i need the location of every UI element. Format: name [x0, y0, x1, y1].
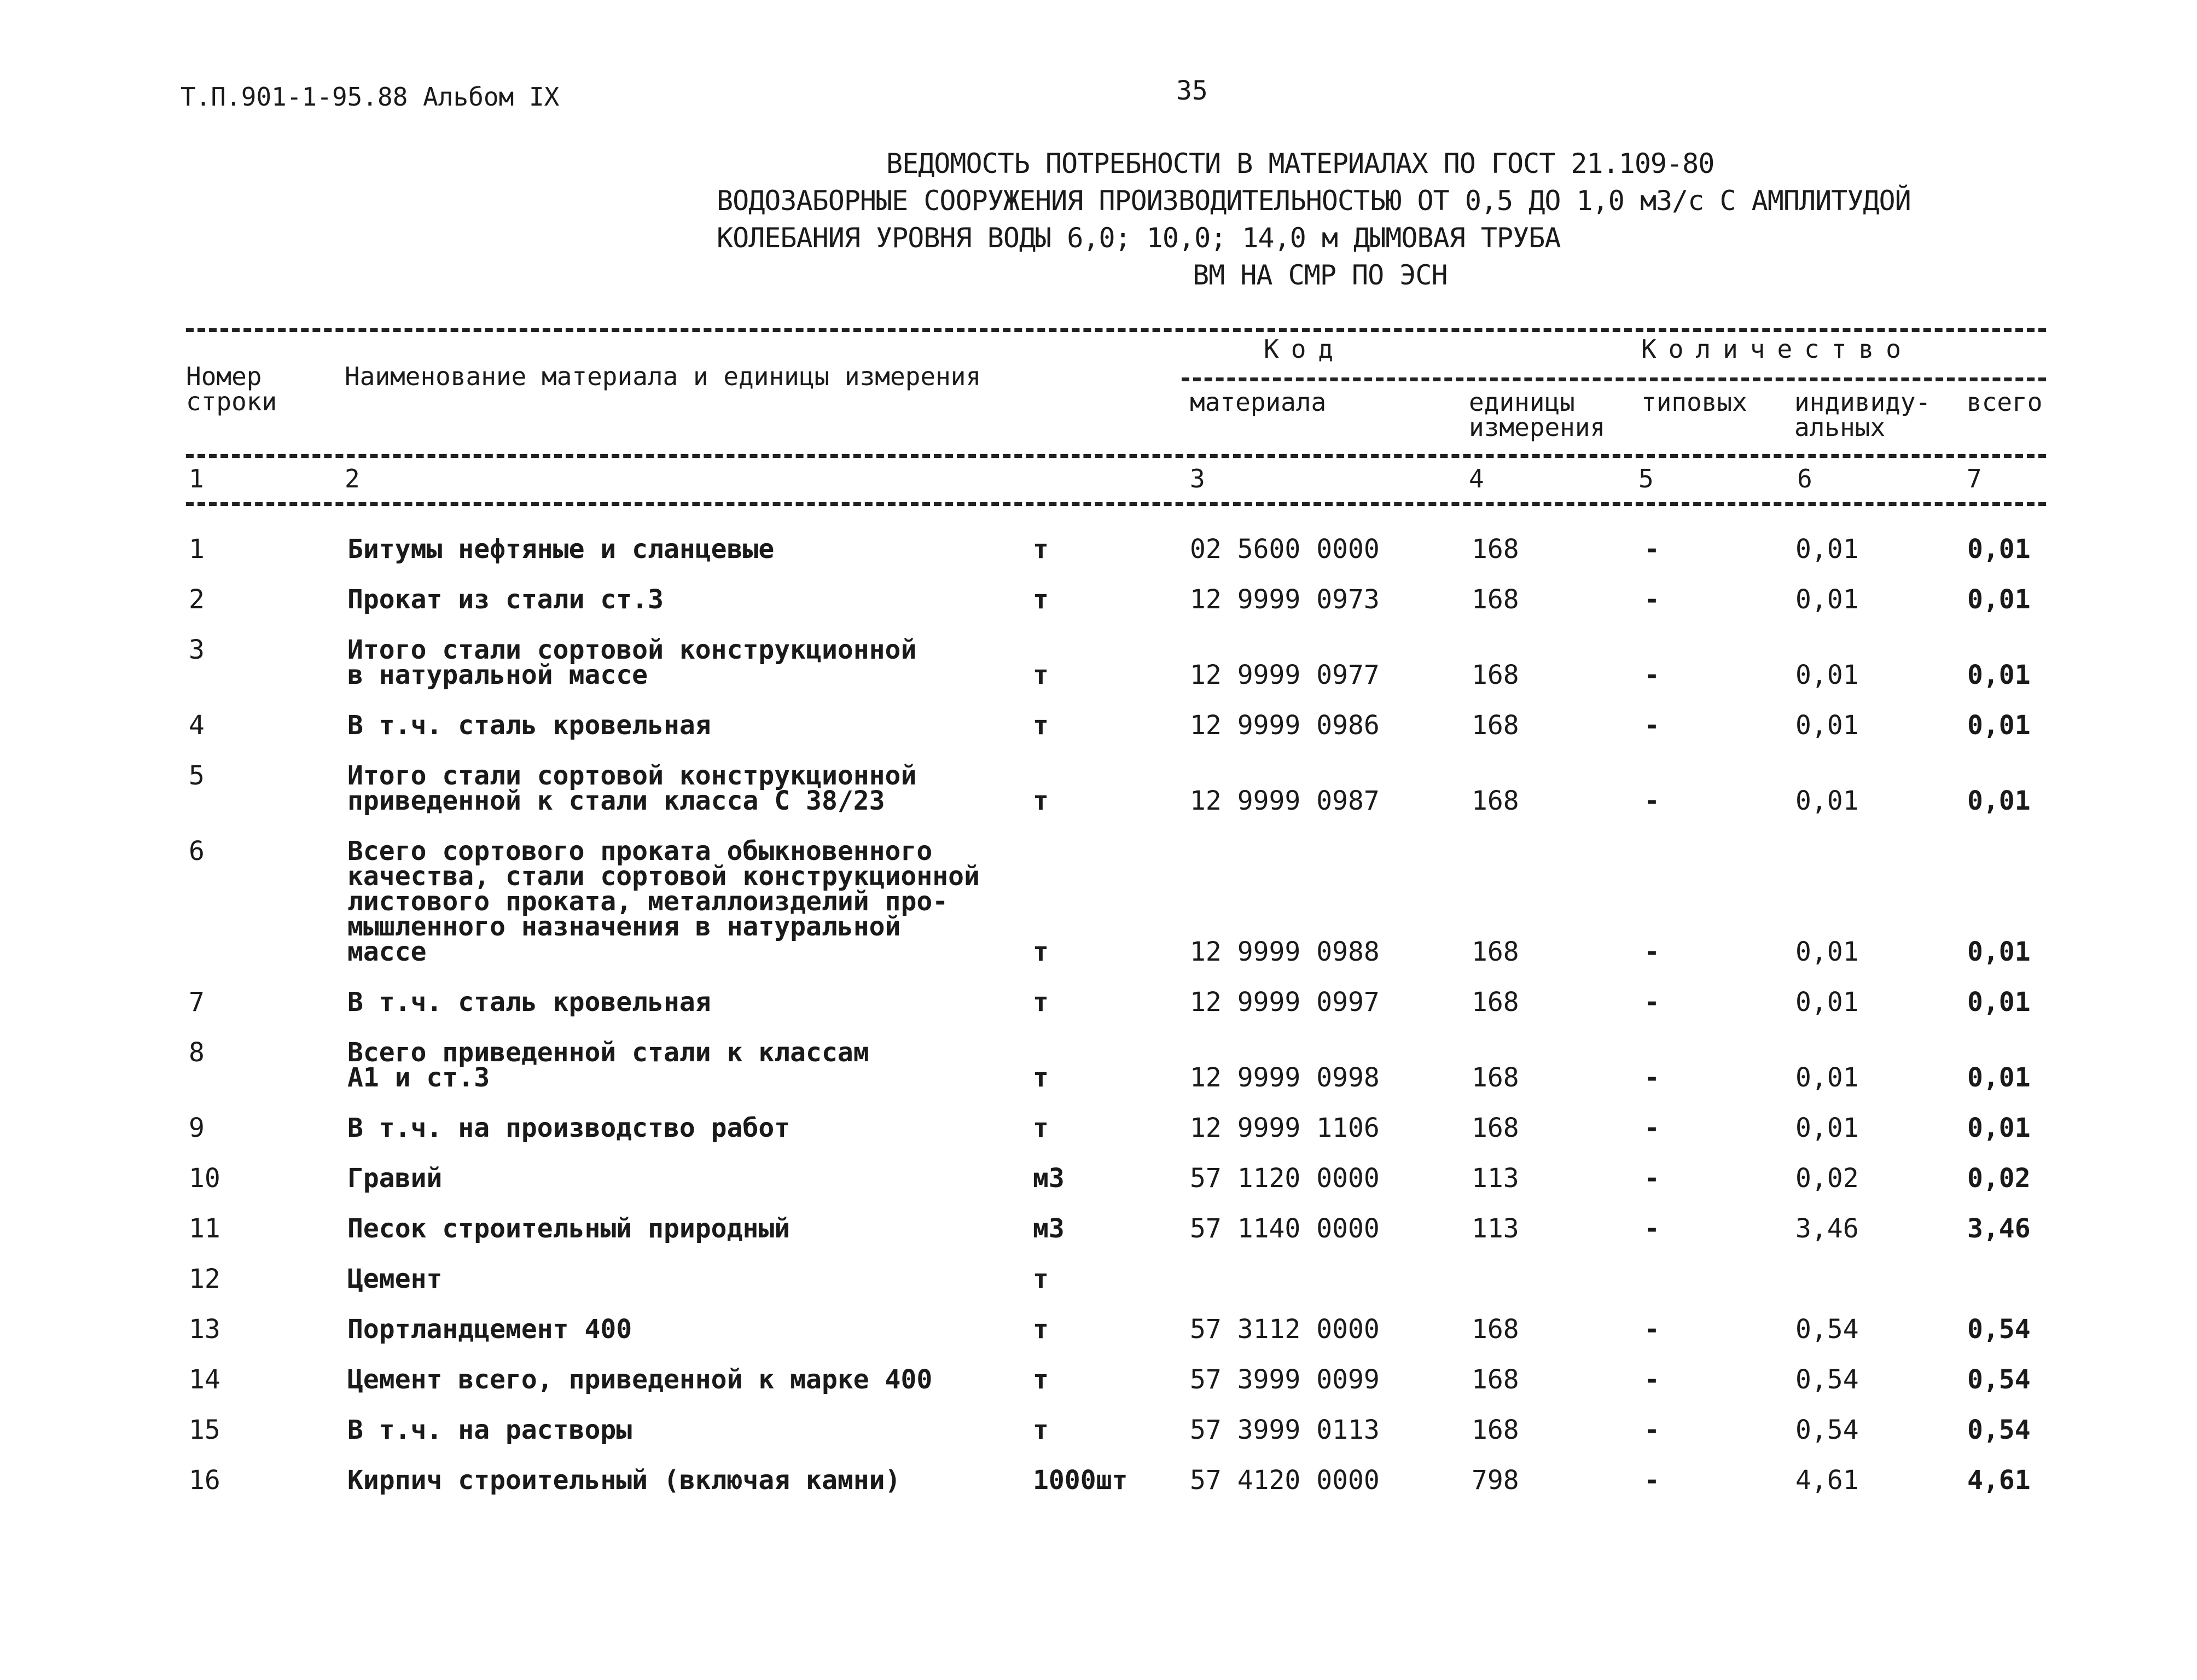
qty-total: 0,01 [1967, 1062, 2031, 1093]
qty-typical: - [1644, 1364, 1660, 1395]
unit-of-measure: т [1033, 710, 1049, 741]
qty-typical: - [1644, 1465, 1660, 1496]
row-number: 16 [189, 1465, 220, 1496]
row-number: 14 [189, 1364, 220, 1395]
unit-code: 168 [1472, 534, 1519, 565]
unit-of-measure: м3 [1033, 1213, 1065, 1244]
material-name-line: в натуральной массе [347, 660, 648, 690]
material-name-line: Итого стали сортовой конструкционной [347, 635, 917, 665]
qty-typical: - [1644, 1213, 1660, 1244]
qty-individual: 0,54 [1795, 1314, 1859, 1345]
row-number: 8 [189, 1037, 205, 1068]
unit-of-measure: т [1033, 786, 1049, 816]
qty-total: 0,01 [1967, 786, 2031, 816]
material-code: 57 4120 0000 [1190, 1465, 1380, 1496]
header-material-name: Наименование материала и единицы измерения [345, 362, 981, 391]
qty-typical: - [1644, 1314, 1660, 1345]
column-number-1: 1 [189, 464, 204, 493]
material-code: 12 9999 0973 [1190, 584, 1380, 615]
unit-code: 168 [1472, 786, 1519, 816]
qty-individual: 0,54 [1795, 1415, 1859, 1445]
qty-total: 4,61 [1967, 1465, 2031, 1496]
material-name-line: Гравий [347, 1163, 443, 1194]
row-number: 5 [189, 760, 205, 791]
material-code: 12 9999 0977 [1190, 660, 1380, 690]
qty-total: 3,46 [1967, 1213, 2031, 1244]
material-name-line: мышленного назначения в натуральной [347, 911, 901, 942]
qty-total: 0,01 [1967, 584, 2031, 615]
row-number: 7 [189, 987, 205, 1018]
qty-total: 0,54 [1967, 1415, 2031, 1445]
qty-individual: 3,46 [1795, 1213, 1859, 1244]
material-name-line: массе [347, 937, 427, 967]
qty-individual: 4,61 [1795, 1465, 1859, 1496]
material-name-line: Прокат из стали ст.3 [347, 584, 664, 615]
qty-typical: - [1644, 710, 1660, 741]
header-code-group: Код [1264, 334, 1346, 364]
unit-code: 168 [1472, 937, 1519, 967]
row-number: 9 [189, 1113, 205, 1143]
document-reference: Т.П.901-1-95.88 Альбом IX [181, 82, 560, 112]
qty-individual: 0,01 [1795, 1062, 1859, 1093]
unit-of-measure: т [1033, 534, 1049, 565]
unit-code: 168 [1472, 1364, 1519, 1395]
column-number-2: 2 [345, 464, 360, 493]
row-number: 4 [189, 710, 205, 741]
unit-of-measure: м3 [1033, 1163, 1065, 1194]
unit-of-measure: т [1033, 584, 1049, 615]
unit-code: 798 [1472, 1465, 1519, 1496]
column-numbers-rule [186, 502, 2046, 506]
unit-code: 168 [1472, 1062, 1519, 1093]
qty-total: 0,01 [1967, 710, 2031, 741]
material-name-line: листового проката, металлоизделий про- [347, 886, 949, 917]
material-name-line: Битумы нефтяные и сланцевые [347, 534, 775, 565]
qty-individual: 0,01 [1795, 1113, 1859, 1143]
qty-typical: - [1644, 1113, 1660, 1143]
unit-code: 168 [1472, 1113, 1519, 1143]
header-quantity-group: Количество [1641, 334, 1913, 364]
unit-code: 168 [1472, 660, 1519, 690]
column-number-7: 7 [1967, 464, 1982, 493]
material-code: 57 3999 0113 [1190, 1415, 1380, 1445]
material-name-line: В т.ч. на растворы [347, 1415, 632, 1445]
material-name-line: Портландцемент 400 [347, 1314, 632, 1345]
material-code: 12 9999 0997 [1190, 987, 1380, 1018]
row-number: 3 [189, 635, 205, 665]
qty-typical: - [1644, 786, 1660, 816]
material-code: 12 9999 0986 [1190, 710, 1380, 741]
qty-total: 0,02 [1967, 1163, 2031, 1194]
header-qty-total: всего [1967, 387, 2043, 417]
unit-of-measure: 1000шт [1033, 1465, 1128, 1496]
material-code: 12 9999 0987 [1190, 786, 1380, 816]
row-number: 13 [189, 1314, 220, 1345]
qty-individual: 0,01 [1795, 987, 1859, 1018]
material-name-line: Песок строительный природный [347, 1213, 791, 1244]
qty-individual: 0,54 [1795, 1364, 1859, 1395]
header-row-number: Номер строки [186, 362, 277, 416]
row-number: 15 [189, 1415, 220, 1445]
qty-individual: 0,01 [1795, 660, 1859, 690]
title-line-1: ВЕДОМОСТЬ ПОТРЕБНОСТИ В МАТЕРИАЛАХ ПО ГОСТ 21.109-80 [886, 148, 1714, 179]
material-name-line: В т.ч. на производство работ [347, 1113, 791, 1143]
material-name-line: приведенной к стали класса С 38/23 [347, 786, 885, 816]
unit-code: 168 [1472, 710, 1519, 741]
row-number: 1 [189, 534, 205, 565]
material-name-line: Всего приведенной стали к классам [347, 1037, 869, 1068]
unit-code: 113 [1472, 1163, 1519, 1194]
unit-code: 168 [1472, 987, 1519, 1018]
qty-total: 0,54 [1967, 1314, 2031, 1345]
material-code: 12 9999 0988 [1190, 937, 1380, 967]
page-number: 35 [1176, 75, 1208, 106]
material-code: 12 9999 0998 [1190, 1062, 1380, 1093]
header-unit-code: единицы измерения [1469, 387, 1606, 442]
material-code: 12 9999 1106 [1190, 1113, 1380, 1143]
column-number-6: 6 [1797, 464, 1812, 493]
material-code: 57 1120 0000 [1190, 1163, 1380, 1194]
qty-total: 0,01 [1967, 534, 2031, 565]
qty-individual: 0,01 [1795, 584, 1859, 615]
group-header-rule [1182, 377, 2046, 381]
qty-individual: 0,01 [1795, 786, 1859, 816]
unit-code: 168 [1472, 1415, 1519, 1445]
unit-of-measure: т [1033, 1415, 1049, 1445]
material-name-line: Итого стали сортовой конструкционной [347, 760, 917, 791]
header-bottom-rule [186, 454, 2046, 458]
unit-code: 113 [1472, 1213, 1519, 1244]
qty-typical: - [1644, 534, 1660, 565]
qty-typical: - [1644, 584, 1660, 615]
material-name-line: качества, стали сортовой конструкционной [347, 861, 980, 892]
row-number: 2 [189, 584, 205, 615]
qty-individual: 0,01 [1795, 710, 1859, 741]
header-qty-typical: типовых [1641, 387, 1747, 417]
material-code: 57 3112 0000 [1190, 1314, 1380, 1345]
qty-individual: 0,01 [1795, 937, 1859, 967]
qty-typical: - [1644, 1163, 1660, 1194]
material-name-line: Цемент [347, 1264, 443, 1294]
column-number-3: 3 [1190, 464, 1205, 493]
material-code: 02 5600 0000 [1190, 534, 1380, 565]
header-qty-individual: индивиду- альных [1794, 387, 1931, 442]
unit-of-measure: т [1033, 1062, 1049, 1093]
material-name-line: В т.ч. сталь кровельная [347, 987, 711, 1018]
material-name-line: Кирпич строительный (включая камни) [347, 1465, 901, 1496]
qty-typical: - [1644, 937, 1660, 967]
title-line-2: ВОДОЗАБОРНЫЕ СООРУЖЕНИЯ ПРОИЗВОДИТЕЛЬНОСТЬЮ ОТ 0,5 ДО 1,0 м3/с С АМПЛИТУДОЙ [717, 185, 1911, 217]
title-line-4: ВМ НА СМР ПО ЭСН [1193, 259, 1448, 291]
material-name-line: В т.ч. сталь кровельная [347, 710, 711, 741]
unit-of-measure: т [1033, 1364, 1049, 1395]
qty-typical: - [1644, 660, 1660, 690]
qty-total: 0,01 [1967, 660, 2031, 690]
unit-of-measure: т [1033, 1264, 1049, 1294]
qty-total: 0,54 [1967, 1364, 2031, 1395]
unit-code: 168 [1472, 584, 1519, 615]
material-name-line: Цемент всего, приведенной к марке 400 [347, 1364, 933, 1395]
material-name-line: А1 и ст.3 [347, 1062, 490, 1093]
qty-individual: 0,01 [1795, 534, 1859, 565]
row-number: 10 [189, 1163, 220, 1194]
row-number: 11 [189, 1213, 220, 1244]
qty-typical: - [1644, 1415, 1660, 1445]
unit-of-measure: т [1033, 937, 1049, 967]
material-name-line: Всего сортового проката обыкновенного [347, 836, 933, 867]
unit-of-measure: т [1033, 660, 1049, 690]
column-number-5: 5 [1638, 464, 1654, 493]
material-code: 57 1140 0000 [1190, 1213, 1380, 1244]
title-line-3: КОЛЕБАНИЯ УРОВНЯ ВОДЫ 6,0; 10,0; 14,0 м ДЫМОВАЯ ТРУБА [717, 222, 1561, 254]
qty-total: 0,01 [1967, 937, 2031, 967]
column-number-4: 4 [1469, 464, 1484, 493]
unit-code: 168 [1472, 1314, 1519, 1345]
qty-individual: 0,02 [1795, 1163, 1859, 1194]
material-code: 57 3999 0099 [1190, 1364, 1380, 1395]
qty-typical: - [1644, 987, 1660, 1018]
row-number: 6 [189, 836, 205, 867]
unit-of-measure: т [1033, 987, 1049, 1018]
qty-total: 0,01 [1967, 987, 2031, 1018]
row-number: 12 [189, 1264, 220, 1294]
table-top-rule [186, 328, 2046, 332]
header-material-code: материала [1190, 387, 1327, 417]
qty-typical: - [1644, 1062, 1660, 1093]
unit-of-measure: т [1033, 1314, 1049, 1345]
unit-of-measure: т [1033, 1113, 1049, 1143]
qty-total: 0,01 [1967, 1113, 2031, 1143]
